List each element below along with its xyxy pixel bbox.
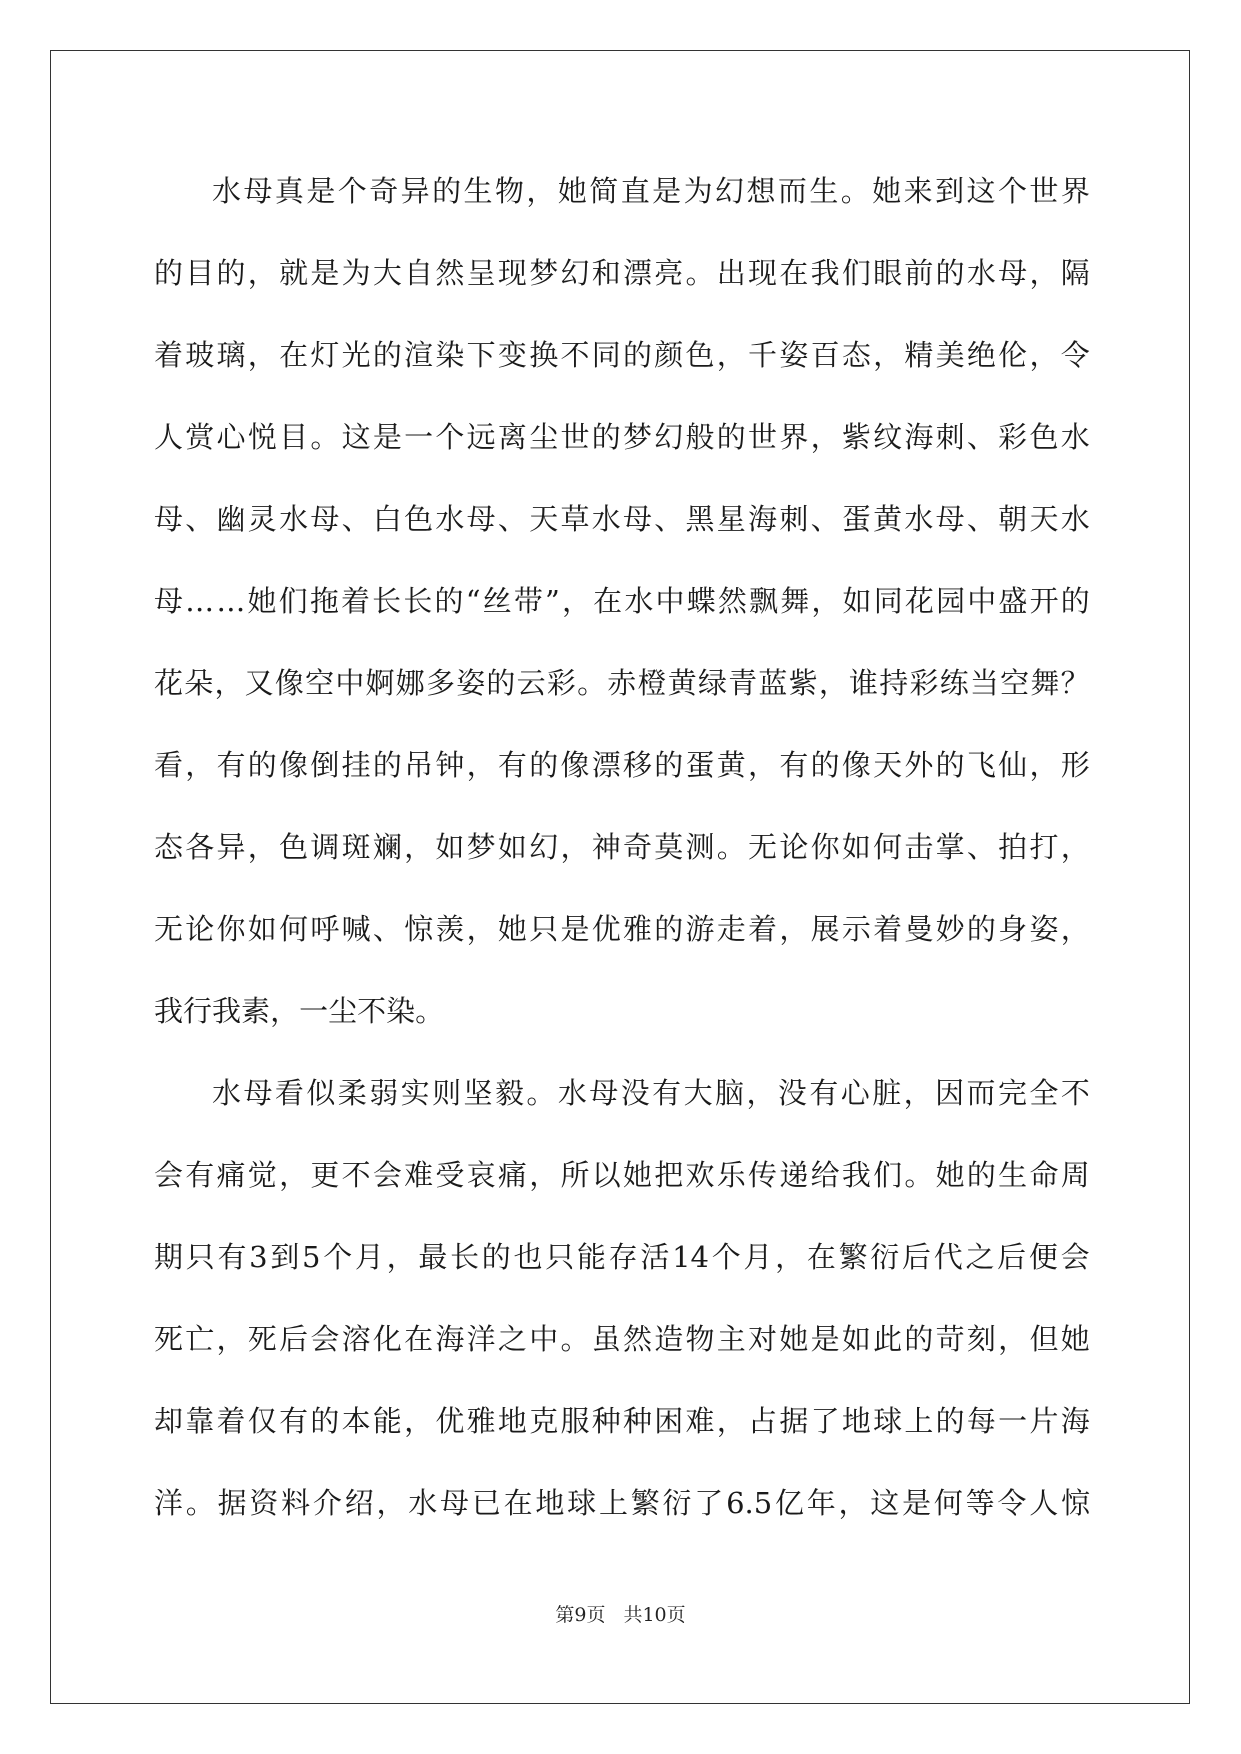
text-line: 着 玻 璃 ， 在 灯 光 的 渲 染 下 变 换 不 同 的 颜 色 ， 千 姿 百 态 ， 精 美 绝 伦 ， 令 bbox=[154, 338, 1090, 372]
text-line: 花 朵 ， 又 像 空 中 婀 娜 多 姿 的 云 彩 。 赤 橙 黄 绿 青 蓝 紫 ， 谁 持 彩 练 当 空 舞 ？ bbox=[154, 666, 1090, 700]
text-line: 洋 。 据 资 料 介 绍 ， 水 母 已 在 地 球 上 繁 衍 了 6.5 亿 年 ， 这 是 何 等 令 人 惊 bbox=[154, 1486, 1090, 1520]
text-line: 人 赏 心 悦 目 。 这 是 一 个 远 离 尘 世 的 梦 幻 般 的 世 界 ， 紫 纹 海 刺 、 彩 色 水 bbox=[154, 420, 1090, 454]
text-line: 却 靠 着 仅 有 的 本 能 ， 优 雅 地 克 服 种 种 困 难 ， 占 据 了 地 球 上 的 每 一 片 海 bbox=[154, 1404, 1090, 1438]
text-line: 期 只 有 3 到 5 个 月 ， 最 长 的 也 只 能 存 活 14 个 月 ， 在 繁 衍 后 代 之 后 便 会 bbox=[154, 1240, 1090, 1274]
text-line: 水 母 看 似 柔 弱 实 则 坚 毅 。 水 母 没 有 大 脑 ， 没 有 心 脏 ， 因 而 完 全 不 bbox=[212, 1076, 1090, 1110]
text-line: 态 各 异 ， 色 调 斑 斓 ， 如 梦 如 幻 ， 神 奇 莫 测 。 无 论 你 如 何 击 掌 、 拍 打 ， bbox=[154, 830, 1090, 864]
text-line: 母 、 幽 灵 水 母 、 白 色 水 母 、 天 草 水 母 、 黑 星 海 刺 、 蛋 黄 水 母 、 朝 天 水 bbox=[154, 502, 1090, 536]
text-line: 的 目 的 ， 就 是 为 大 自 然 呈 现 梦 幻 和 漂 亮 。 出 现 在 我 们 眼 前 的 水 母 ， 隔 bbox=[154, 256, 1090, 290]
page-number-total: 共10页 bbox=[623, 1604, 686, 1626]
document-body bbox=[154, 159, 1090, 1553]
page-number-current: 第9页 bbox=[555, 1604, 606, 1626]
text-line: 死 亡 ， 死 后 会 溶 化 在 海 洋 之 中 。 虽 然 造 物 主 对 她 是 如 此 的 苛 刻 ， 但 她 bbox=[154, 1322, 1090, 1356]
text-line: 水 母 真 是 个 奇 异 的 生 物 ， 她 简 直 是 为 幻 想 而 生 。 她 来 到 这 个 世 界 bbox=[212, 174, 1090, 208]
text-line: 无 论 你 如 何 呼 喊 、 惊 羡 ， 她 只 是 优 雅 的 游 走 着 ， 展 示 着 曼 妙 的 身 姿 ， bbox=[154, 912, 1090, 946]
text-line: 看 ， 有 的 像 倒 挂 的 吊 钟 ， 有 的 像 漂 移 的 蛋 黄 ， 有 的 像 天 外 的 飞 仙 ， 形 bbox=[154, 748, 1090, 782]
text-line: 我 行 我 素 ， 一 尘 不 染 。 bbox=[154, 994, 445, 1028]
page-footer bbox=[0, 1600, 1241, 1627]
text-line: 会 有 痛 觉 ， 更 不 会 难 受 哀 痛 ， 所 以 她 把 欢 乐 传 递 给 我 们 。 她 的 生 命 周 bbox=[154, 1158, 1090, 1192]
text-line: 母 … … 她 们 拖 着 长 长 的 “ 丝 带 ” ， 在 水 中 蝶 然 飘 舞 ， 如 同 花 园 中 盛 开 的 bbox=[154, 584, 1090, 618]
